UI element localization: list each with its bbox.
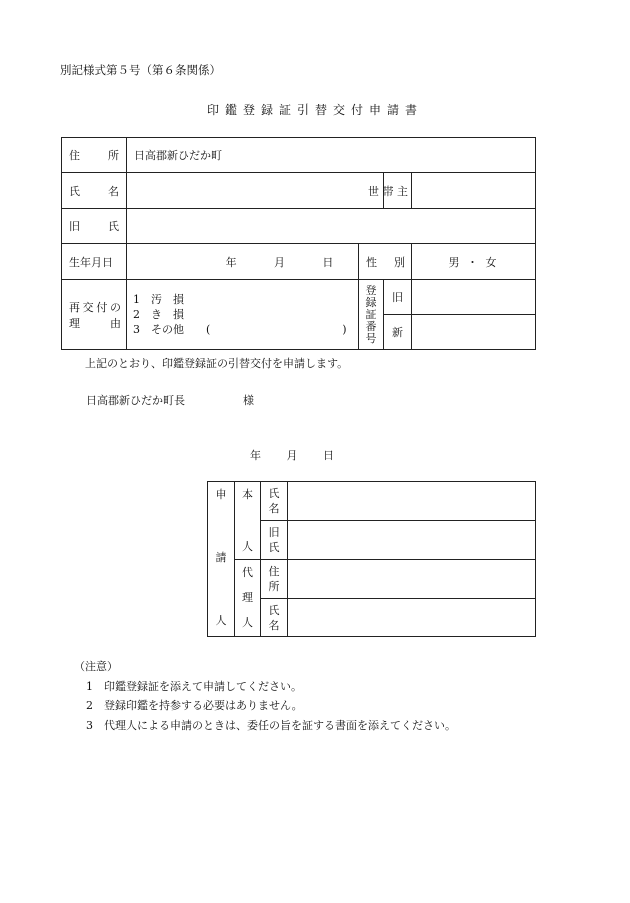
sex-label: 性 別 <box>359 244 412 280</box>
notes-title: （注意） <box>74 660 118 673</box>
applicant-label: 申 請 人 <box>208 482 235 637</box>
application-date[interactable]: 年 月 日 <box>250 449 334 462</box>
new-cert-field[interactable] <box>412 315 536 350</box>
note-item: 1 印鑑登録証を添えて申請してください。 <box>86 679 302 693</box>
former-name-label: 旧 氏 <box>62 209 127 244</box>
self-name-field[interactable] <box>288 482 536 521</box>
application-table <box>61 137 536 350</box>
agent-label: 代 理 人 <box>235 560 261 637</box>
notes-section <box>74 657 456 735</box>
householder-field[interactable] <box>412 173 536 209</box>
self-name-label: 氏 名 <box>261 482 288 521</box>
address-value[interactable]: 日高郡新ひだか町 <box>127 138 536 173</box>
name-label: 氏 名 <box>62 173 127 209</box>
self-former-name-field[interactable] <box>288 521 536 560</box>
householder-label: 世 帯 主 <box>384 173 412 209</box>
new-cert-label: 新 <box>384 315 412 350</box>
form-reference: 別記様式第５号（第６条関係） <box>60 63 221 77</box>
agent-name-label: 氏 名 <box>261 599 288 637</box>
reason-damaged[interactable]: 2 き 損 <box>133 308 184 321</box>
reason-other[interactable]: 3 その他 ( ) <box>133 323 347 336</box>
agent-address-label: 住 所 <box>261 560 288 599</box>
reissue-reason-label: 再 交 付 の 理 由 <box>62 280 127 350</box>
note-item: 3 代理人による申請のときは、委任の旨を証する書面を添えてください。 <box>86 718 456 732</box>
old-cert-label: 旧 <box>384 280 412 315</box>
addressee: 日高郡新ひだか町長 様 <box>86 394 254 407</box>
self-former-name-label: 旧 氏 <box>261 521 288 560</box>
birth-date-field[interactable]: 年 月 日 <box>127 244 359 280</box>
agent-address-field[interactable] <box>288 560 536 599</box>
self-label: 本 人 <box>235 482 261 560</box>
old-cert-field[interactable] <box>412 280 536 315</box>
sex-options[interactable]: 男 ・ 女 <box>412 244 536 280</box>
note-item: 2 登録印鑑を持参する必要はありません。 <box>86 699 303 712</box>
cert-number-label: 登 録 証 番 号 <box>359 280 384 350</box>
address-label: 住 所 <box>62 138 127 173</box>
reissue-reason-options[interactable] <box>127 280 359 350</box>
name-field[interactable] <box>127 173 384 209</box>
birth-date-label: 生年月日 <box>62 244 127 280</box>
former-name-field[interactable] <box>127 209 536 244</box>
applicant-table <box>207 481 536 637</box>
agent-name-field[interactable] <box>288 599 536 637</box>
document-title: 印鑑登録証引替交付申請書 <box>206 103 423 117</box>
reason-soiled[interactable]: 1 汚 損 <box>133 293 184 306</box>
statement: 上記のとおり、印鑑登録証の引替交付を申請します。 <box>85 357 349 370</box>
